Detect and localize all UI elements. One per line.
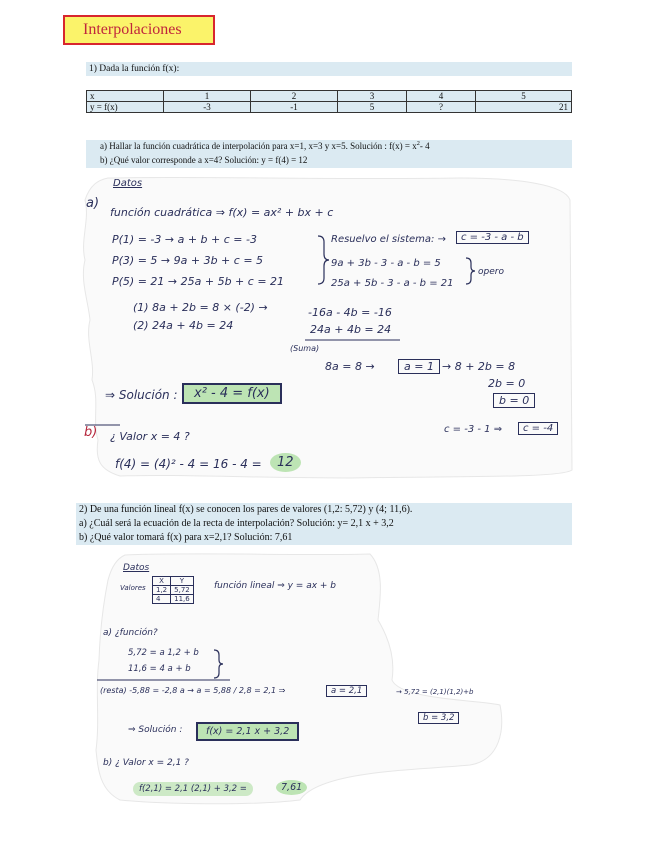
point-5: P(5) = 21 → 25a + 5b + c = 21 [112,275,285,288]
system-eq-2: 25a + 5b - 3 - a - b = 21 [331,278,454,289]
solution-box: x² - 4 = f(x) [182,383,282,404]
table-row [153,595,194,604]
solution-label-2: ⇒ Solución : [128,725,183,735]
linear-eq-2: 11,6 = 4 a + b [128,664,191,674]
a-value-box: a = 1 [398,359,440,374]
table-cell: 5,72 [171,586,194,595]
datos-label: Datos [113,178,143,189]
datos-label-2: Datos [123,563,150,573]
page-title: Interpolaciones [63,15,215,45]
question-1-heading: 1) Dada la función f(x): [86,62,572,76]
table-cell: 4 [407,91,476,102]
result-eq-1: -16a - 4b = -16 [308,306,392,319]
f21-result: 7,61 [276,780,307,795]
quadratic-function: función cuadrática ⇒ f(x) = ax² + bx + c [110,206,334,219]
table-cell: X [153,577,171,586]
valores-label: Valores [120,584,146,592]
b-value-box: b = 0 [493,393,535,408]
c-calculation: c = -3 - 1 ⇒ [444,424,503,435]
part-a-label-2: a) ¿función? [103,628,158,638]
question-1b: b) ¿Qué valor corresponde a x=4? Solución: y = f(4) = 12 [100,154,308,165]
f21-calculation: f(2,1) = 2,1 (2,1) + 3,2 = [133,782,253,796]
b-value-box-2: b = 3,2 [418,712,459,724]
a-value-box-2: a = 2,1 [326,685,367,697]
c-value-box: c = -4 [518,422,558,435]
table-cell: -3 [164,102,251,113]
part-b-label: b) [84,425,98,440]
opero-text: opero [478,267,504,277]
part-a-label: a) [86,196,100,211]
eight-a-result: 8a = 8 → [325,360,375,373]
pairs-table [152,576,194,604]
solution-box-2: f(x) = 2,1 x + 3,2 [196,722,299,741]
question-2a: a) ¿Cuál será la ecuación de la recta de interpolación? Solución: y= 2,1 x + 3,2 [79,518,394,529]
equation-2: (2) 24a + 4b = 24 [133,319,234,332]
table-cell: ? [407,102,476,113]
resuelvo-text: Resuelvo el sistema: → [331,234,446,245]
point-1: P(1) = -3 → a + b + c = -3 [112,233,257,246]
table-cell: y = f(x) [87,102,164,113]
equation-1: (1) 8a + 2b = 8 × (-2) → [133,301,268,314]
b-substitution: → 8 + 2b = 8 [442,360,516,373]
c-equation-box: c = -3 - a - b [456,231,529,244]
question-1a: a) Hallar la función cuadrática de interpolación para x=1, x=3 y x=5. Solución : $f(x) = x^2-$ 4 [100,140,430,151]
part-b-label-2: b) ¿ Valor x = 2,1 ? [103,758,189,768]
table-cell: 2 [251,91,338,102]
table-cell: 3 [338,91,407,102]
table-cell: x [87,91,164,102]
table-cell: 5 [476,91,572,102]
suma-text: (Suma) [290,344,320,353]
b-substitution-2: → 5,72 = (2,1)(1,2)+b [396,688,474,696]
table-cell: 1 [164,91,251,102]
table-row [153,577,194,586]
table-cell: 11,6 [171,595,194,604]
linear-eq-1: 5,72 = a 1,2 + b [128,648,199,658]
table-cell: 21 [476,102,572,113]
linear-function: función lineal ⇒ y = ax + b [214,581,337,591]
value-question: ¿ Valor x = 4 ? [110,430,190,443]
solution-label: ⇒ Solución : [105,388,178,402]
table-cell: -1 [251,102,338,113]
f4-result: 12 [270,453,301,472]
result-eq-2: 24a + 4b = 24 [310,323,392,336]
system-eq-1: 9a + 3b - 3 - a - b = 5 [331,258,441,269]
table-cell: 4 [153,595,171,604]
point-3: P(3) = 5 → 9a + 3b + c = 5 [112,254,264,267]
two-b-zero: 2b = 0 [488,377,526,390]
f4-calculation: f(4) = (4)² - 4 = 16 - 4 = [115,457,262,471]
table-cell: 5 [338,102,407,113]
table-row [153,586,194,595]
subtraction-step: (resta) -5,88 = -2,8 a → a = 5,88 / 2,8 = 2,1 ⇒ [100,686,286,695]
question-2b: b) ¿Qué valor tomará f(x) para x=2,1? Solución: 7,61 [79,532,293,543]
table-cell: Y [171,577,194,586]
table-cell: 1,2 [153,586,171,595]
question-2-block [76,503,572,545]
question-2-heading: 2) De una función lineal f(x) se conocen los pares de valores (1,2: 5,72) y (4; 11,6). [79,504,413,515]
